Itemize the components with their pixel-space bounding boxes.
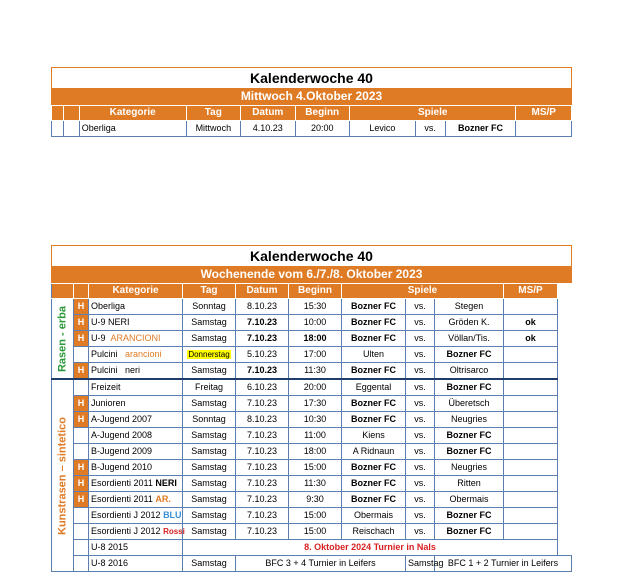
table-row xyxy=(52,460,572,476)
side-label-kunstrasen: Kunstrasen – sintetico xyxy=(52,379,74,572)
cell-beginn: 20:00 xyxy=(289,379,342,396)
cell-datum: 7.10.23 xyxy=(236,460,289,476)
cell-datum: 6.10.23 xyxy=(236,379,289,396)
schedule-block-week40-midweek xyxy=(51,67,572,137)
home-marker-empty xyxy=(74,428,89,444)
cell-away-team: Bozner FC xyxy=(435,379,504,396)
cell-tag: Samstag xyxy=(406,556,435,572)
cell-tag: Samstag xyxy=(183,460,236,476)
cell-away-team: Bozner FC xyxy=(435,508,504,524)
cell-home-team: Bozner FC xyxy=(342,299,406,315)
cell-kategorie: Esordienti J 2012 Rossi xyxy=(89,524,183,540)
cell-datum: 7.10.23 xyxy=(236,444,289,460)
cell-home-team: Levico xyxy=(349,121,415,137)
cell-vs: vs. xyxy=(406,379,435,396)
cell-msp xyxy=(504,299,558,315)
cell-beginn: 15:00 xyxy=(289,524,342,540)
cell-kategorie: B-Jugend 2009 xyxy=(89,444,183,460)
header-spiele: Spiele xyxy=(342,284,504,299)
cell-home-team: Ulten xyxy=(342,347,406,363)
cell-home-team: Bozner FC xyxy=(342,396,406,412)
home-marker-empty xyxy=(74,508,89,524)
home-marker: H xyxy=(74,396,89,412)
cell-away-team: Bozner FC xyxy=(435,524,504,540)
header-tag: Tag xyxy=(186,106,240,121)
cell-vs: vs. xyxy=(406,444,435,460)
header-kategorie: Kategorie xyxy=(79,106,186,121)
cell-tag: Samstag xyxy=(183,331,236,347)
tournament-note: BFC 3 + 4 Turnier in Leifers xyxy=(236,556,406,572)
cell-beginn: 20:00 xyxy=(295,121,349,137)
cell-vs: vs. xyxy=(406,460,435,476)
cell-vs: vs. xyxy=(415,121,445,137)
table-header-row xyxy=(52,284,572,299)
table-row xyxy=(52,508,572,524)
cell-home-team: Bozner FC xyxy=(342,476,406,492)
cell-vs: vs. xyxy=(406,476,435,492)
header-msp: MS/P xyxy=(504,284,558,299)
home-marker-empty xyxy=(74,347,89,363)
table-row xyxy=(52,444,572,460)
cell-beginn: 18:00 xyxy=(289,444,342,460)
cell-away-team: Bozner FC xyxy=(435,444,504,460)
cell-tag: Samstag xyxy=(183,396,236,412)
cell-home-team: Bozner FC xyxy=(342,363,406,380)
cell-msp xyxy=(504,476,558,492)
cell-beginn: 11:30 xyxy=(289,363,342,380)
cell-msp xyxy=(504,363,558,380)
cell-kategorie: Pulcini arancioni xyxy=(89,347,183,363)
header-beginn: Beginn xyxy=(295,106,349,121)
cell-vs: vs. xyxy=(406,299,435,315)
cell-beginn: 11:00 xyxy=(289,428,342,444)
table-row-u8-2015 xyxy=(52,540,572,556)
cell-datum: 7.10.23 xyxy=(236,315,289,331)
header-tag: Tag xyxy=(183,284,236,299)
cell-datum: 8.10.23 xyxy=(236,299,289,315)
cell-home-team: Obermais xyxy=(342,508,406,524)
block-title: Kalenderwoche 40 xyxy=(51,245,572,266)
cell-vs: vs. xyxy=(406,315,435,331)
cell-datum: 7.10.23 xyxy=(236,524,289,540)
cell-msp xyxy=(504,524,558,540)
table-row xyxy=(52,347,572,363)
cell-tag: Samstag xyxy=(183,492,236,508)
table-row xyxy=(52,396,572,412)
cell-beginn: 17:00 xyxy=(289,347,342,363)
cell-vs: vs. xyxy=(406,524,435,540)
cell-beginn: 17:30 xyxy=(289,396,342,412)
cell-kategorie: Oberliga xyxy=(79,121,186,137)
cell-home-team: Bozner FC xyxy=(342,315,406,331)
cell-home-team: A Ridnaun xyxy=(342,444,406,460)
cell-beginn: 10:30 xyxy=(289,412,342,428)
cell-away-team: Gröden K. xyxy=(435,315,504,331)
tournament-note: 8. Oktober 2024 Turnier in Nals xyxy=(183,540,558,556)
cell-vs: vs. xyxy=(406,412,435,428)
cell-msp: ok xyxy=(504,315,558,331)
cell-home-team: Kiens xyxy=(342,428,406,444)
cell-home-team: Eggental xyxy=(342,379,406,396)
cell-msp xyxy=(504,396,558,412)
cell-beginn: 18:00 xyxy=(289,331,342,347)
table-row xyxy=(52,476,572,492)
home-marker-empty xyxy=(74,524,89,540)
cell-tag: Mittwoch xyxy=(186,121,240,137)
cell-tag: Sonntag xyxy=(183,299,236,315)
cell-away-team: Neugries xyxy=(435,460,504,476)
schedule-table xyxy=(51,105,572,137)
cell-kategorie: Pulcini neri xyxy=(89,363,183,380)
table-row xyxy=(52,121,572,137)
cell-away-team: Bozner FC xyxy=(435,428,504,444)
block-subtitle: Wochenende vom 6./7./8. Oktober 2023 xyxy=(51,266,572,283)
table-row-u8-2016 xyxy=(52,556,572,572)
home-marker: H xyxy=(74,299,89,315)
cell-datum: 4.10.23 xyxy=(241,121,295,137)
table-header-row xyxy=(52,106,572,121)
cell-datum: 7.10.23 xyxy=(236,363,289,380)
table-row xyxy=(52,299,572,315)
cell-msp xyxy=(504,492,558,508)
header-msp: MS/P xyxy=(516,106,572,121)
cell-away-team: Ritten xyxy=(435,476,504,492)
home-marker: H xyxy=(74,412,89,428)
cell-kategorie: Esordienti 2011 AR. xyxy=(89,492,183,508)
cell-away-team: Stegen xyxy=(435,299,504,315)
cell-home-team: Bozner FC xyxy=(342,331,406,347)
cell-msp xyxy=(504,444,558,460)
table-row xyxy=(52,492,572,508)
cell-kategorie: Esordienti 2011 NERI xyxy=(89,476,183,492)
table-row xyxy=(52,524,572,540)
header-beginn: Beginn xyxy=(289,284,342,299)
cell-msp xyxy=(504,347,558,363)
schedule-block-week40-weekend xyxy=(51,245,572,572)
home-marker: H xyxy=(74,460,89,476)
cell-msp xyxy=(504,508,558,524)
cell-kategorie: Oberliga xyxy=(89,299,183,315)
cell-vs: vs. xyxy=(406,492,435,508)
cell-datum: 7.10.23 xyxy=(236,396,289,412)
header-kategorie: Kategorie xyxy=(89,284,183,299)
cell-tag: Samstag xyxy=(183,428,236,444)
cell-tag: Samstag xyxy=(183,315,236,331)
cell-tag: Freitag xyxy=(183,379,236,396)
home-marker: H xyxy=(74,363,89,380)
cell-away-team: Völlan/Tis. xyxy=(435,331,504,347)
cell-tag: Donnerstag xyxy=(183,347,236,363)
home-marker: H xyxy=(74,315,89,331)
cell-msp: ok xyxy=(504,331,558,347)
cell-home-team: Bozner FC xyxy=(342,460,406,476)
cell-datum: 8.10.23 xyxy=(236,412,289,428)
cell-kategorie: U-8 2015 xyxy=(89,540,183,556)
cell-kategorie: U-9 NERI xyxy=(89,315,183,331)
cell-datum: 7.10.23 xyxy=(236,476,289,492)
cell-tag: Sonntag xyxy=(183,412,236,428)
schedule-table xyxy=(51,283,572,572)
cell-msp xyxy=(504,412,558,428)
header-datum: Datum xyxy=(236,284,289,299)
cell-tag: Samstag xyxy=(183,476,236,492)
table-row xyxy=(52,363,572,380)
cell-beginn: 9:30 xyxy=(289,492,342,508)
table-row xyxy=(52,379,572,396)
cell-beginn: 15:00 xyxy=(289,508,342,524)
home-marker: H xyxy=(74,331,89,347)
header-datum: Datum xyxy=(241,106,295,121)
side-label-rasen: Rasen - erba xyxy=(52,299,74,380)
cell-vs: vs. xyxy=(406,508,435,524)
table-row xyxy=(52,412,572,428)
cell-away-team: Neugries xyxy=(435,412,504,428)
cell-datum: 7.10.23 xyxy=(236,428,289,444)
cell-datum: 7.10.23 xyxy=(236,508,289,524)
cell-datum: 5.10.23 xyxy=(236,347,289,363)
cell-beginn: 10:00 xyxy=(289,315,342,331)
cell-kategorie: A-Jugend 2008 xyxy=(89,428,183,444)
cell-vs: vs. xyxy=(406,331,435,347)
table-row xyxy=(52,331,572,347)
cell-tag: Samstag xyxy=(183,363,236,380)
home-marker-empty xyxy=(74,444,89,460)
cell-home-team: Bozner FC xyxy=(342,412,406,428)
cell-away-team: Überetsch xyxy=(435,396,504,412)
home-marker-empty xyxy=(74,379,89,396)
cell-tag: Samstag xyxy=(183,444,236,460)
table-row xyxy=(52,428,572,444)
block-subtitle: Mittwoch 4.Oktober 2023 xyxy=(51,88,572,105)
home-marker: H xyxy=(74,476,89,492)
cell-kategorie: Freizeit xyxy=(89,379,183,396)
cell-beginn: 15:00 xyxy=(289,460,342,476)
cell-msp xyxy=(504,460,558,476)
cell-kategorie: B-Jugend 2010 xyxy=(89,460,183,476)
cell-msp xyxy=(504,379,558,396)
cell-away-team: Oltrisarco xyxy=(435,363,504,380)
cell-kategorie: A-Jugend 2007 xyxy=(89,412,183,428)
cell-kategorie: Esordienti J 2012 BLU xyxy=(89,508,183,524)
cell-away-team: Obermais xyxy=(435,492,504,508)
cell-tag: Samstag xyxy=(183,524,236,540)
cell-msp xyxy=(516,121,572,137)
block-title: Kalenderwoche 40 xyxy=(51,67,572,88)
cell-kategorie: U-8 2016 xyxy=(89,556,183,572)
cell-home-team: Bozner FC xyxy=(342,492,406,508)
cell-datum: 7.10.23 xyxy=(236,492,289,508)
cell-kategorie: Junioren xyxy=(89,396,183,412)
cell-kategorie: U-9 ARANCIONI xyxy=(89,331,183,347)
cell-tag: Samstag xyxy=(183,556,236,572)
cell-away-team: Bozner FC xyxy=(435,347,504,363)
cell-away-team: Bozner FC xyxy=(445,121,516,137)
cell-beginn: 11:30 xyxy=(289,476,342,492)
cell-vs: vs. xyxy=(406,363,435,380)
cell-home-team: Reischach xyxy=(342,524,406,540)
cell-vs: vs. xyxy=(406,396,435,412)
cell-vs: vs. xyxy=(406,347,435,363)
cell-beginn: 15:30 xyxy=(289,299,342,315)
cell-msp xyxy=(504,428,558,444)
cell-vs: vs. xyxy=(406,428,435,444)
header-spiele: Spiele xyxy=(349,106,515,121)
home-marker: H xyxy=(74,492,89,508)
cell-datum: 7.10.23 xyxy=(236,331,289,347)
tournament-note: BFC 1 + 2 Turnier in Leifers xyxy=(435,556,572,572)
cell-tag: Samstag xyxy=(183,508,236,524)
table-row xyxy=(52,315,572,331)
